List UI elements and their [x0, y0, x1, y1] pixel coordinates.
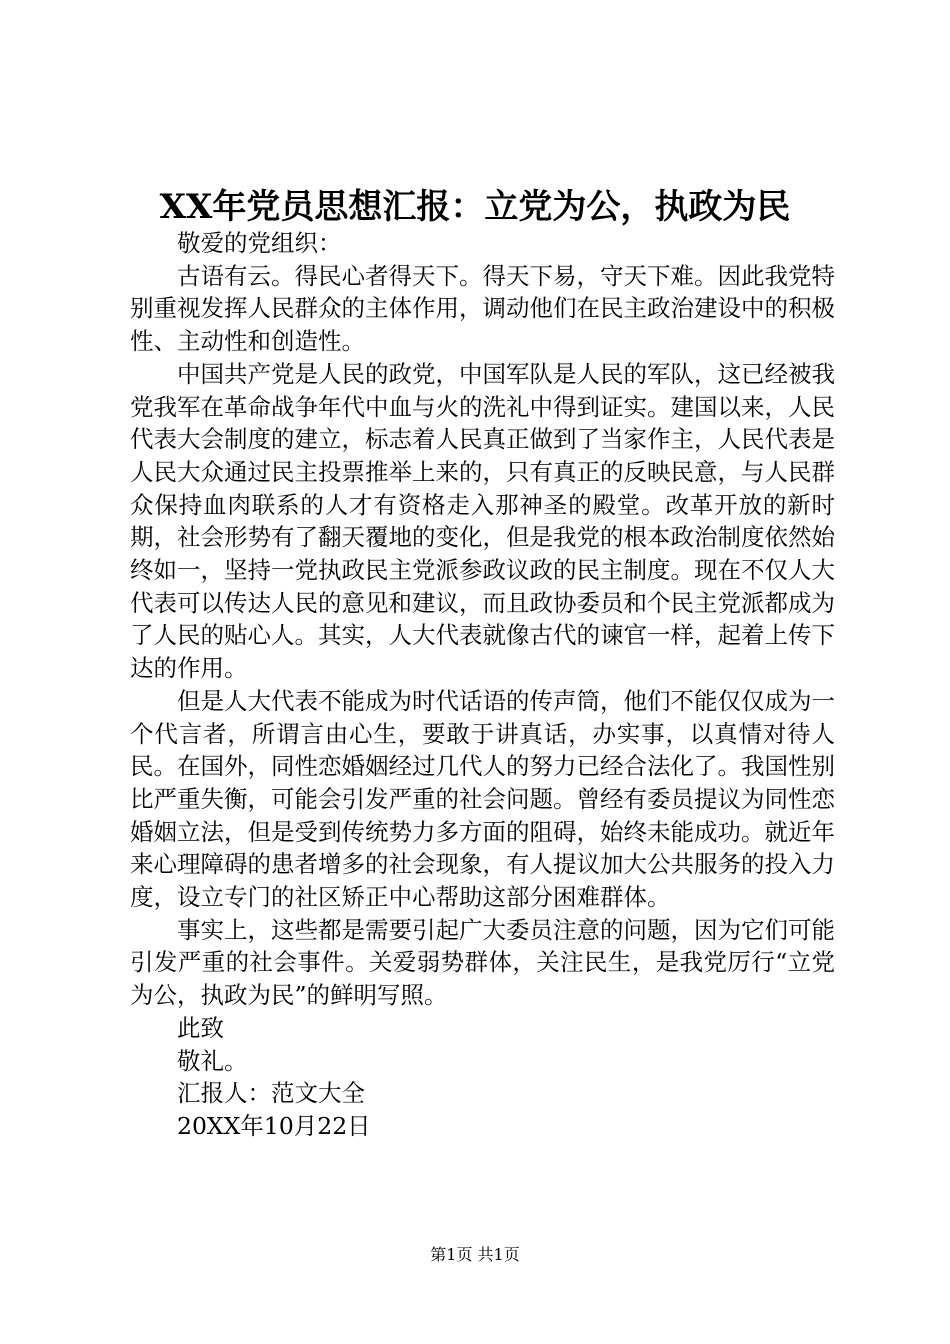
report-date: 20XX年10月22日 [177, 1111, 371, 1140]
page-number-footer: 第1页 共1页 [430, 1245, 520, 1264]
paragraph-3: 但是人大代表不能成为时代话语的传声筒，他们不能仅仅成为一个代言者，所谓言由心生，要敢于讲真话，办实事，以真情对待人民。在国外，同性恋婚姻经过几代人的努力已经合法化了。我国性别比严重失衡，可能会引发严重的社会问题。曾经有委员提议为同性恋婚姻立法，但是受到传统势力多方面的阻碍，始终未能成功。就近年来心理障碍的患者增多的社会现象，有人提议加大公共服务的投入力度，设立专门的社区矫正中心帮助这部分困难群体。 [130, 686, 835, 912]
paragraph-4: 事实上，这些都是需要引起广大委员注意的问题，因为它们可能引发严重的社会事件。关爱弱势群体，关注民生，是我党厉行“立党为公，执政为民”的鲜明写照。 [130, 915, 835, 1010]
reporter-signature: 汇报人：范文大全 [177, 1079, 365, 1108]
document-title: XX年党员思想汇报：立党为公，执政为民 [159, 187, 791, 227]
paragraph-2: 中国共产党是人民的政党，中国军队是人民的军队，这已经被我党我军在革命战争年代中血与火的洗礼中得到证实。建国以来，人民代表大会制度的建立，标志着人民真正做到了当家作主，人民代表是人民大众通过民主投票推举上来的，只有真正的反映民意，与人民群众保持血肉联系的人才有资格走入那神圣的殿堂。改革开放的新时期，社会形势有了翻天覆地的变化，但是我党的根本政治制度依然始终如一，坚持一党执政民主党派参政议政的民主制度。现在不仅人大代表可以传达人民的意见和建议，而且政协委员和个民主党派都成为了人民的贴心人。其实，人大代表就像古代的谏官一样，起着上传下达的作用。 [130, 359, 835, 683]
closing-regards: 此致 [177, 1013, 224, 1042]
salutation: 敬爱的党组织： [177, 229, 342, 257]
document-body [130, 227, 835, 1143]
closing-salute: 敬礼。 [177, 1046, 248, 1075]
paragraph-1: 古语有云。得民心者得天下。得天下易，守天下难。因此我党特别重视发挥人民群众的主体作用，调动他们在民主政治建设中的积极性、主动性和创造性。 [130, 261, 835, 356]
